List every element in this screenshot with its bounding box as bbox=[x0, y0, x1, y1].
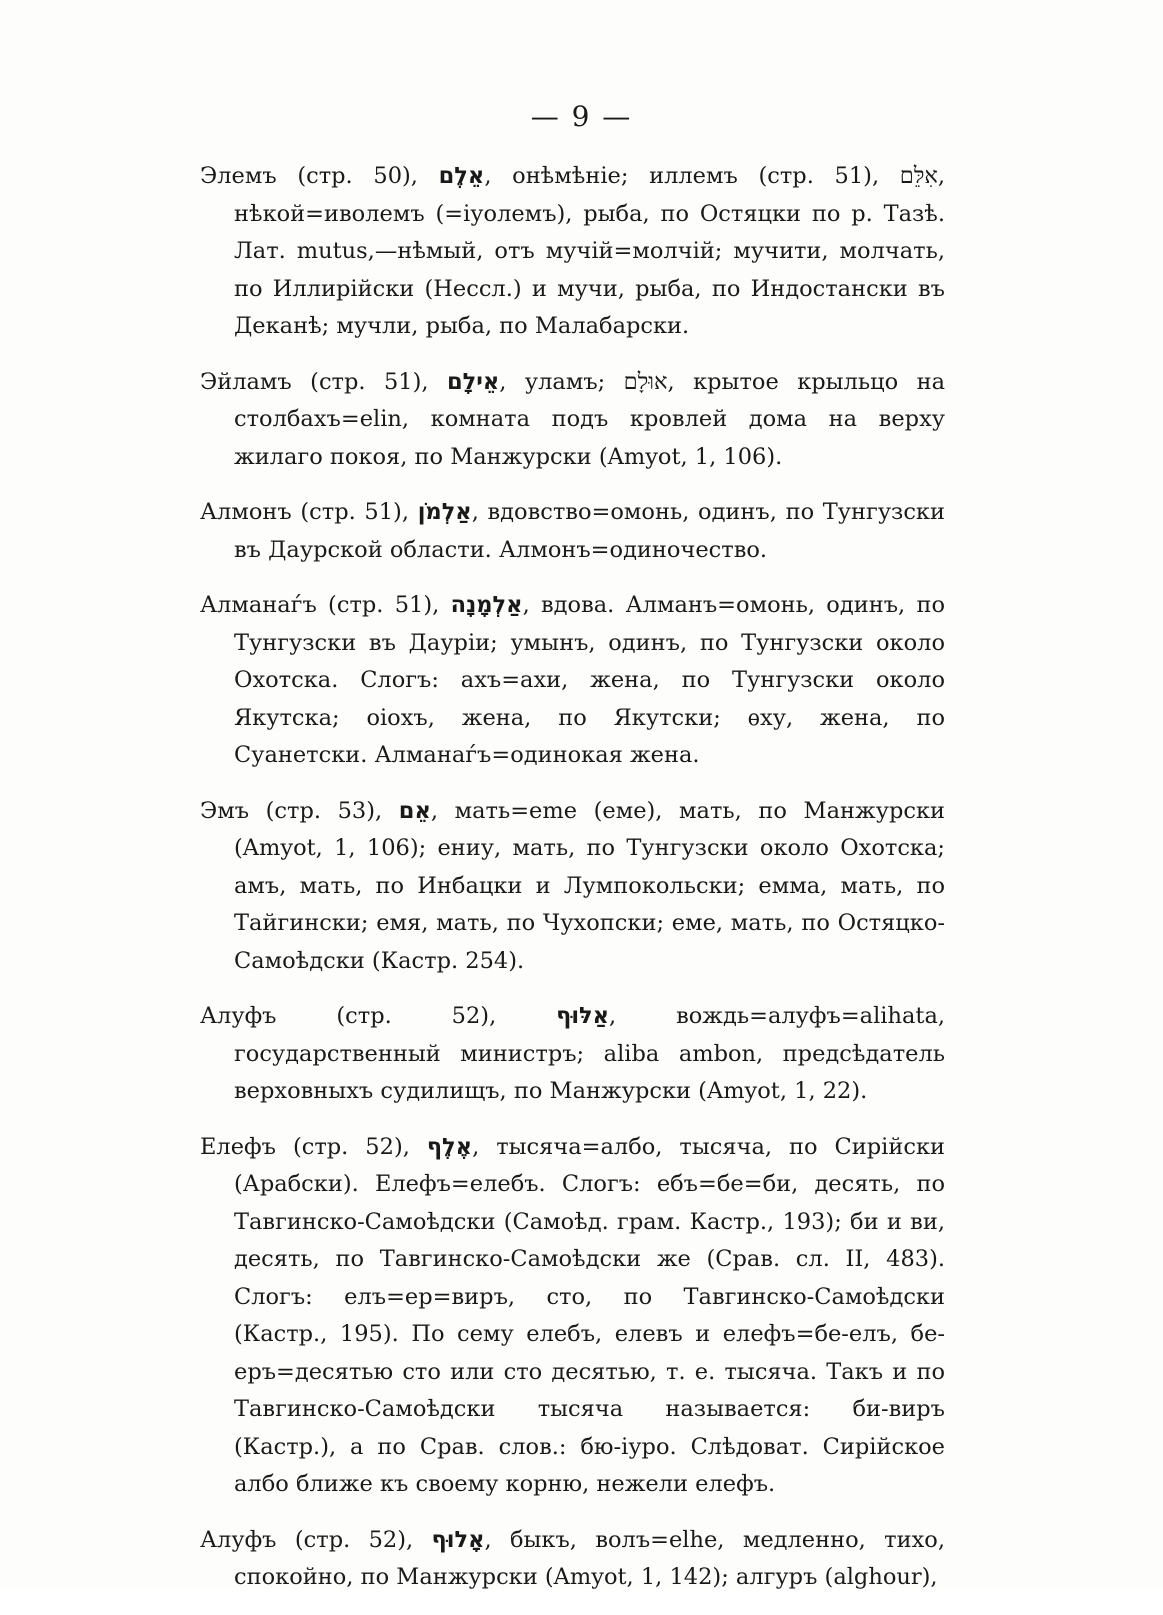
dictionary-entry bbox=[200, 364, 945, 477]
dictionary-entry bbox=[200, 1129, 945, 1504]
dictionary-entry bbox=[200, 158, 945, 346]
entry-headword: Алманаѓъ (стр. 51), bbox=[200, 592, 440, 618]
entry-headword: Елефъ (стр. 52), bbox=[200, 1133, 410, 1160]
dictionary-entry bbox=[200, 793, 945, 981]
entry-hebrew-word: אַלּוּף bbox=[556, 1003, 610, 1029]
entry-headword: Эмъ (стр. 53), bbox=[200, 797, 383, 824]
entry-text: , вдова. Алманъ=омонь, одинъ, по Тунгузски въ Дауріи; умынъ, одинъ, по Тунгузски около Охотска. Слогъ: ахъ=ахи, жена, по Тунгузски около Якутска; оіохъ, жена, по Якутски; ѳху, жена, по Суанетски. Алманаѓъ=одинокая жена. bbox=[234, 592, 946, 768]
entry-hebrew-word: אַלְמֹן bbox=[417, 499, 472, 525]
dictionary-entry bbox=[200, 587, 945, 775]
entry-headword: Элемъ (стр. 50), bbox=[200, 163, 418, 189]
entry-text: , мать=eme (еме), мать, по Манжурски (Amyot, 1, 106); ениу, мать, по Тунгузски около Охотска; амъ, мать, по Инбацки и Лумпокольски; емма, мать, по Тайгински; емя, мать, по Чухопски; еме, мать, по Остяцко-Самоѣдски (Кастр. 254). bbox=[234, 797, 946, 974]
dictionary-entry bbox=[200, 1522, 945, 1597]
entry-text: , тысяча=албо, тысяча, по Сирійски (Арабски). Елефъ=елебъ. Слогъ: ебъ=бе=би, десять, по Тавгинско-Самоѣдски (Самоѣд. грам. Кастр., 193); би и ви, десять, по Тавгинско-Самоѣдски же (Срав. сл. II, 483). Слогъ: елъ=ер=виръ, сто, по Тавгинско-Самоѣдски (Кастр., 195). По сему елебъ, елевъ и елефъ=бе-елъ, бе-еръ=десятью сто или сто десятью, т. е. тысяча. Такъ и по Тавгинско-Самоѣдски тысяча называется: би-виръ (Кастр.), а по Срав. слов.: бю-іуро. Слѣдоват. Сирійское албо ближе къ своему корню, нежели елефъ. bbox=[234, 1133, 946, 1497]
entry-hebrew-word: אֵילָם bbox=[447, 368, 500, 395]
entry-hebrew-word: אֵם bbox=[398, 797, 431, 824]
entry-text: , вождь=алуфъ=alihata, государственный министръ; aliba ambon, предсѣдатель верховныхъ судилищъ, по Манжурски (Amyot, 1, 22). bbox=[234, 1003, 946, 1104]
entry-headword: Алмонъ (стр. 51), bbox=[200, 499, 409, 525]
entry-text: , быкъ, волъ=elhe, медленно, тихо, спокойно, по Манжурски (Amyot, 1, 142); алгуръ (alghour), bbox=[234, 1526, 945, 1590]
dictionary-entries bbox=[200, 158, 945, 1615]
entry-text: , вдовство=омонь, одинъ, по Тунгузски въ Даурской области. Алмонъ=одиночество. bbox=[234, 499, 945, 563]
entry-headword: Эйламъ (стр. 51), bbox=[200, 368, 429, 395]
entry-text: , уламъ; אוּלָם, крытое крыльцо на столбахъ=elin, комната подъ кровлей дома на верху жилаго покоя, по Манжурски (Amyot, 1, 106). bbox=[234, 368, 945, 470]
entry-headword: Алуфъ (стр. 52), bbox=[200, 1003, 497, 1029]
page-number: — 9 — bbox=[530, 100, 633, 133]
entry-hebrew-word: אֶלֶף bbox=[426, 1133, 473, 1160]
entry-hebrew-word: אָלוּף bbox=[431, 1526, 485, 1553]
entry-text: , онѣмѣніе; иллемъ (стр. 51), אִלֵּם, нѣкой=иволемъ (=іуолемъ), рыба, по Остяцки по р. Тазѣ. Лат. mutus,—нѣмый, отъ мучій=молчій; мучити, молчать, по Иллирійски (Нессл.) и мучи, рыба, по Индостански въ Деканѣ; мучли, рыба, по Малабарски. bbox=[234, 163, 946, 339]
entry-hebrew-word: אֵלֶם bbox=[438, 163, 485, 189]
dictionary-entry bbox=[200, 998, 945, 1111]
entry-hebrew-word: אַלְמָנָה bbox=[450, 592, 523, 618]
dictionary-entry bbox=[200, 494, 945, 569]
entry-headword: Алуфъ (стр. 52), bbox=[200, 1526, 414, 1553]
